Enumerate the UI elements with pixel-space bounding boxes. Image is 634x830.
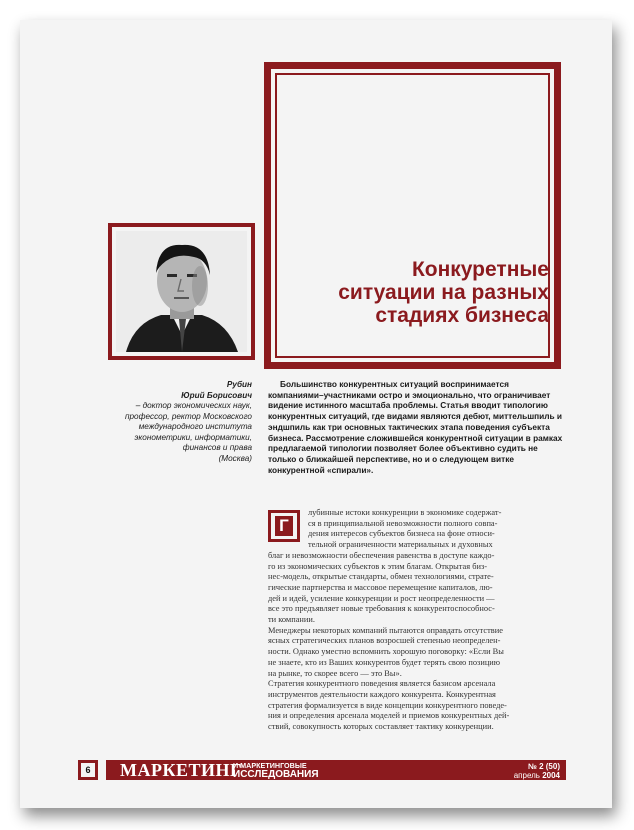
magazine-logo-bar (106, 760, 566, 780)
author-desc-line: международного института (138, 422, 252, 431)
body-line: Менеджеры некоторых компаний пытаются оправдать отсутствие (268, 625, 503, 635)
body-line: не знаете, кто из Ваших конкурентов будет терять свою позицию (268, 657, 501, 667)
article-abstract (268, 379, 564, 475)
issue-month: апрель (513, 771, 540, 780)
body-line: инструментов деятельности каждого конкурента. Конкурентная (268, 689, 496, 699)
page-footer (78, 760, 566, 784)
title-line: стадиях бизнеса (375, 304, 549, 327)
issue-number: № 2 (50) (527, 762, 560, 771)
article-title (299, 258, 549, 327)
magazine-page (20, 20, 612, 808)
author-surname: Рубин (226, 380, 252, 389)
body-line: ния и определения арсенала моделей и приемов конкурентных дей- (268, 711, 510, 721)
body-line: ности. Однако уместно вспомнить хорошую поговорку: «Если Вы (268, 647, 504, 657)
body-line: ясных стратегических планов возросшей степенью неопределен- (268, 636, 501, 646)
body-paragraph-2 (268, 626, 564, 680)
dropcap-letter: Г (275, 516, 293, 536)
body-line: стратегия формализуется в виде концепции конкурентного поведе- (268, 700, 507, 710)
author-name: Юрий Борисович (181, 390, 252, 400)
author-desc-line: – доктор экономических наук, (135, 401, 252, 410)
body-line: благ и невозможности обеспечения равенства в доступе каждо- (268, 550, 495, 560)
body-paragraph-3 (268, 679, 564, 733)
page-number-box (78, 760, 98, 780)
body-line: лубинные истоки конкуренции в экономике содержат- (308, 508, 502, 517)
logo-sub-line2: ИССЛЕДОВАНИЯ (233, 769, 319, 780)
body-paragraph-1 (268, 508, 564, 626)
abstract-text: Большинство конкурентных ситуаций воспринимается компаниями–участниками остро и эмоционально, что ограничивает видение истинного масштаба проблемы. Статья вводит типологию конкурентных ситуаций, где видами являются дебют, миттельшпиль и эндшпиль как три основных тактических этапа поведения субъекта бизнеса. Рассмотрение сложившейся конкурентной ситуации в рамках предлагаемой типологии позволяет более объективно судить не только о ближайшей перспективе, но и о следующем витке конкурентной «спирали». (268, 379, 563, 475)
body-line: ствий, совокупность которых составляет тактику конкуренции. (268, 722, 494, 732)
body-line: ся в принципиальной невозможности полного совпа- (308, 518, 498, 528)
body-line: гические партнерства и массовое перемещение капиталов, лю- (268, 582, 493, 592)
title-line: Конкуретные (411, 258, 549, 281)
body-line: Стратегия конкурентного поведения является базисом арсенала (268, 679, 496, 689)
title-line: ситуации на разных (338, 281, 549, 304)
author-desc-line: профессор, ректор Московского (124, 411, 252, 421)
author-desc-line: эконометрики, информатики, (134, 432, 252, 442)
body-line: го из экономических субъектов к этим благам. Открытая биз- (268, 561, 488, 571)
author-photo-frame (108, 223, 255, 360)
author-desc-line: (Москва) (218, 453, 252, 463)
body-line: дения интересов субъектов бизнеса на фоне относи- (308, 529, 495, 539)
page-number: 6 (81, 763, 95, 777)
body-line: ти компании. (268, 615, 315, 625)
dropcap (268, 510, 300, 542)
logo-sub-line1: И МАРКЕТИНГОВЫЕ (233, 761, 307, 770)
issue-year: 2004 (542, 771, 560, 780)
article-body (268, 508, 564, 733)
title-frame (264, 62, 561, 369)
body-line: дей и идей, усиление конкуренции и рост неопределенности — (268, 593, 495, 603)
author-desc-line: финансов и права (182, 443, 252, 452)
body-line: все это предъявляет новые требования к конкурентоспособнос- (268, 604, 495, 614)
body-line: на рынке, то скорее всего — это Вы». (268, 668, 402, 678)
body-line: нес-модель, открытые стандарты, обмен технологиями, страте- (268, 572, 494, 582)
body-line: тельной ограниченности материальных и духовных (308, 540, 493, 550)
author-info (100, 380, 252, 464)
logo-main: МАРКЕТИНГ (120, 760, 243, 780)
logo-sub (233, 762, 319, 780)
author-photo (116, 231, 247, 352)
issue-info (514, 762, 560, 780)
